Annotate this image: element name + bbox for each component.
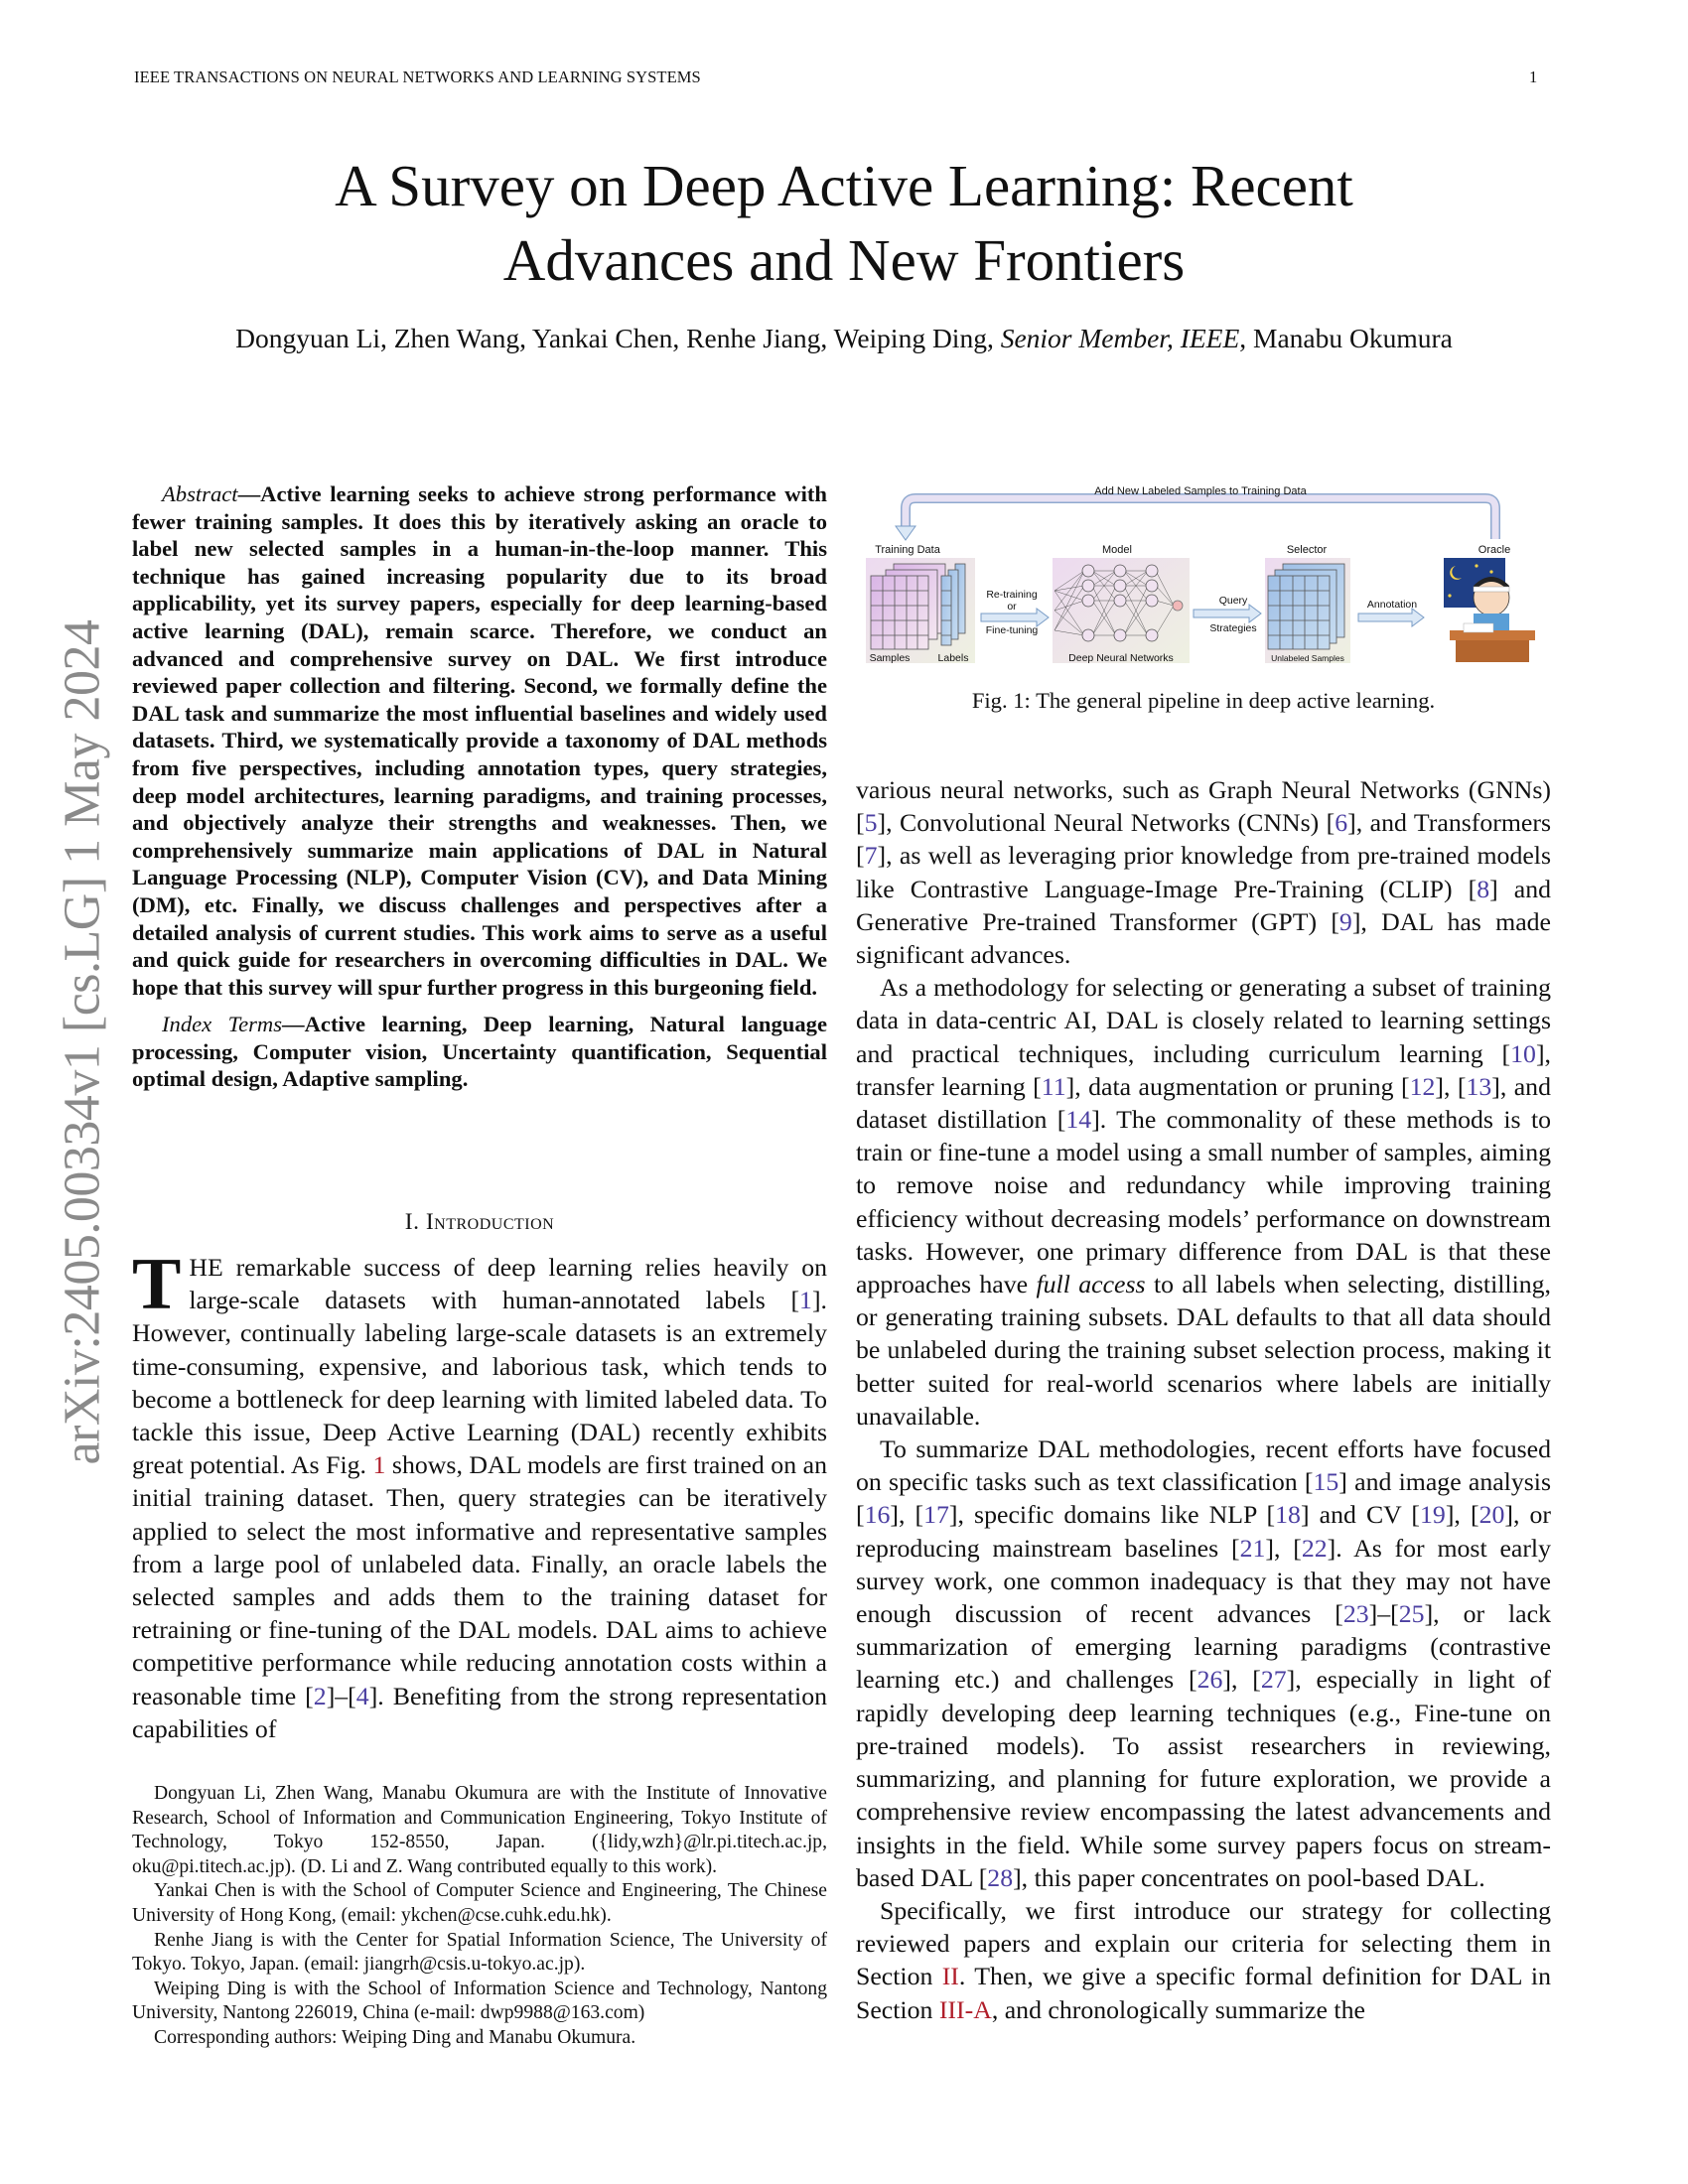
text-run: ]. However, continually labeling large-scale datasets is an extremely time-consuming, expensive, and laborious task, which tends to become a bottleneck for deep learning with limited labeled data. To tackle this issue, Deep Active Learning (DAL) recently exhibits great potential. As Fig.: [132, 1286, 827, 1480]
citation-link[interactable]: 11: [1041, 1071, 1066, 1101]
figure-1-pipeline: [856, 486, 1551, 675]
text-run: ], DAL has made significant advances.: [856, 906, 1551, 970]
page-number: 1: [1529, 68, 1538, 86]
citation-link[interactable]: 23: [1342, 1599, 1369, 1629]
citation-link[interactable]: 22: [1301, 1533, 1328, 1563]
feedback-label: Add New Labeled Samples to Training Data: [1094, 486, 1307, 497]
finetuning-label: Fine-tuning: [985, 624, 1039, 636]
or-label: or: [1007, 601, 1017, 613]
text-run: ], transfer learning [: [856, 1038, 1551, 1101]
citation-link[interactable]: 20: [1478, 1500, 1505, 1530]
paper-title: [0, 149, 1688, 298]
citation-link[interactable]: 10: [1510, 1038, 1536, 1068]
author-membership: Senior Member, IEEE: [1000, 323, 1240, 353]
text-run: ], this paper concentrates on pool-based DAL.: [1013, 1862, 1485, 1892]
selector-label: Selector: [1286, 544, 1328, 556]
retraining-label: Re-training: [986, 589, 1038, 601]
author-list: [0, 323, 1688, 354]
footnote: Weiping Ding is with the School of Information Science and Technology, Nantong University, Nantong 226019, China (e-mail: dwp9988@163.com): [132, 1978, 827, 2024]
text-run: ] and CV [: [1300, 1500, 1421, 1530]
feedback-arrow: [906, 498, 1495, 539]
emphasis: full access: [1036, 1270, 1146, 1299]
index-terms-dash: —: [282, 1012, 305, 1037]
query-arrow: [1194, 605, 1261, 622]
citation-link[interactable]: 16: [864, 1500, 891, 1530]
title-line-1: A Survey on Deep Active Learning: Recent: [335, 153, 1353, 218]
citation-link[interactable]: 9: [1338, 906, 1352, 936]
citation-link[interactable]: 1: [799, 1286, 812, 1315]
text-run: ] and image analysis [: [856, 1467, 1551, 1530]
authors-last: , Manabu Okumura: [1239, 323, 1453, 353]
text-run: As a methodology for selecting or generating a subset of training data in data-centric AI, DAL is closely related to learning settings and practical techniques, including curriculum learning [: [856, 973, 1551, 1068]
samples-label: Samples: [869, 652, 911, 664]
text-run: HE remarkable success of deep learning relies heavily on large-scale datasets with human-annotated labels [: [189, 1253, 827, 1315]
authors-names: Dongyuan Li, Zhen Wang, Yankai Chen, Renhe Jiang, Weiping Ding,: [235, 323, 1001, 353]
citation-link[interactable]: 27: [1260, 1665, 1287, 1695]
section-title: Introduction: [425, 1209, 555, 1235]
section-number: I.: [404, 1209, 426, 1235]
text-run: ], or reproducing mainstream baselines [: [856, 1500, 1551, 1563]
section-ref-link[interactable]: II: [941, 1962, 959, 1991]
citation-link[interactable]: 26: [1196, 1665, 1223, 1695]
citation-link[interactable]: 28: [987, 1862, 1014, 1892]
citation-link[interactable]: 4: [355, 1681, 369, 1710]
text-run: ], [: [1435, 1071, 1467, 1101]
labels-label: Labels: [937, 652, 969, 664]
text-run: ], Convolutional Neural Networks (CNNs) [: [877, 808, 1336, 838]
running-header: IEEE TRANSACTIONS ON NEURAL NETWORKS AND LEARNING SYSTEMS: [134, 68, 701, 86]
text-run: various neural networks, such as Graph Neural Networks (GNNs) [: [856, 775, 1551, 838]
pipeline-diagram: [856, 486, 1551, 675]
citation-link[interactable]: 8: [1477, 874, 1490, 903]
citation-link[interactable]: 2: [313, 1681, 327, 1710]
arxiv-stamp[interactable]: [52, 551, 113, 1534]
section-ref-link[interactable]: III-A: [938, 1994, 992, 2024]
citation-link[interactable]: 17: [923, 1500, 949, 1530]
abstract-dash: —: [237, 481, 261, 506]
text-run: ], especially in light of rapidly developing deep learning techniques (e.g., Fine-tune on pre-trained models). To assist researchers in reviewing, summarizing, and planning for future exploration, we provide a comprehensive review encompassing the latest advancements and insights in the field. While some survey papers focus on stream-based DAL [: [856, 1665, 1551, 1892]
footnote: Dongyuan Li, Zhen Wang, Manabu Okumura are with the Institute of Innovative Research, School of Information and Communication Engineering, Tokyo Institute of Technology, Tokyo 152-8550, Japan. ({lidy,wzh}@lr.pi.titech.ac.jp, oku@pi.titech.ac.jp). (D. Li and Z. Wang contributed equally to this work).: [132, 1783, 827, 1877]
abstract: [132, 480, 827, 1093]
text-run: shows, DAL models are first trained on an initial training dataset. Then, query strategies can be iteratively applied to select the most informative and representative samples from a large pool of unlabeled data. Finally, an oracle labels the selected samples and adds them to the training dataset for retraining or fine-tuning of the DAL models. DAL aims to achieve competitive performance while reducing annotation costs within a reasonable time [: [132, 1450, 827, 1710]
text-run: To summarize DAL methodologies, recent efforts have focused on specific tasks such as text classification [: [856, 1434, 1551, 1497]
abstract-label: Abstract: [162, 481, 238, 506]
drop-cap: T: [132, 1244, 182, 1325]
figure-1-caption: Fig. 1: The general pipeline in deep active learning.: [971, 688, 1436, 713]
text-run: ], [: [890, 1500, 924, 1530]
citation-link[interactable]: 6: [1335, 808, 1348, 838]
index-terms-label: Index Terms: [162, 1012, 283, 1037]
text-run: ], or lack summarization of emerging learning paradigms (contrastive learning etc.) and challenges [: [856, 1599, 1551, 1695]
text-run: ], and Transformers [: [856, 808, 1551, 871]
citation-link[interactable]: 12: [1409, 1071, 1436, 1101]
index-terms-text: Active learning, Deep learning, Natural language processing, Computer vision, Uncertainty quantification, Sequential optimal design, Adaptive sampling.: [132, 1012, 827, 1092]
citation-link[interactable]: 25: [1398, 1599, 1425, 1629]
text-run: Specifically, we first introduce our strategy for collecting reviewed papers and explain our criteria for selecting them in Section: [856, 1895, 1551, 1991]
footnote: Corresponding authors: Weiping Ding and Manabu Okumura.: [154, 2026, 636, 2048]
strategies-label: Strategies: [1209, 622, 1257, 634]
text-run: ] and Generative Pre-trained Transformer (GPT) [: [856, 874, 1551, 936]
text-run: ]–[: [326, 1681, 356, 1710]
query-label: Query: [1218, 595, 1248, 607]
text-run: ]. The commonality of these methods is to train or fine-tune a model using a small number of samples, aiming to remove noise and redundancy while improving training efficiency without decreasing models’ performance on downstream tasks. However, one primary difference from DAL is that these approaches have: [856, 1105, 1552, 1299]
dnn-label: Deep Neural Networks: [1068, 652, 1174, 664]
text-run: , and chronologically summarize the: [991, 1994, 1365, 2024]
figure-ref-link[interactable]: 1: [372, 1450, 386, 1480]
model-label: Model: [1102, 544, 1132, 556]
section-heading-introduction: [132, 1209, 827, 1236]
title-line-2: Advances and New Frontiers: [502, 227, 1186, 293]
text-run: ]. Benefiting from the strong representation capabilities of: [132, 1681, 827, 1743]
text-run: ], [: [1445, 1500, 1479, 1530]
author-footnotes: [132, 1782, 827, 2051]
citation-link[interactable]: 18: [1275, 1500, 1301, 1530]
body-paragraph: [856, 971, 1551, 1433]
right-column-body: [856, 773, 1551, 2026]
citation-link[interactable]: 21: [1239, 1533, 1266, 1563]
body-paragraph: [856, 773, 1551, 971]
abstract-text: Active learning seeks to achieve strong performance with fewer training samples. It does this by iteratively asking an oracle to label new selected samples in a human-in-the-loop manner. This technique has gained increasing popularity due to its broad applicability, yet its survey papers, especially for deep learning-based active learning (DAL), remain scarce. Therefore, we conduct an advanced and comprehensive survey on DAL. We first introduce reviewed paper collection and filtering. Second, we formally define the DAL task and summarize the most influential baselines and widely used datasets. Third, we systematically provide a taxonomy of DAL methods from five perspectives, including annotation types, query strategies, deep model architectures, learning paradigms, and training processes, and objectively analyze their strengths and weaknesses. Then, we comprehensively summarize main applications of DAL in Natural Language Processing (NLP), Computer Vision (CV), and Data Mining (DM), etc. Finally, we discuss challenges and perspectives after a detailed analysis of current studies. This work aims to serve as a useful and quick guide for researchers in overcoming difficulties in DAL. We hope that this survey will spur further progress in this burgeoning field.: [132, 481, 827, 1000]
text-run: to all labels when selecting, distilling, or generating training subsets. DAL defaults to that all data should be unlabeled during the training subset selection process, making it better suited for real-world scenarios where labels are initially unavailable.: [856, 1270, 1552, 1431]
index-terms: [132, 1011, 827, 1093]
text-run: . Then, we give a specific formal definition for DAL in Section: [856, 1962, 1551, 2024]
footnote: Renhe Jiang is with the Center for Spatial Information Science, The University of Tokyo. Tokyo, Japan. (email: jiangrh@csis.u-tokyo.ac.jp).: [132, 1929, 827, 1976]
citation-link[interactable]: 14: [1065, 1105, 1092, 1135]
text-run: ]–[: [1368, 1599, 1399, 1629]
oracle-label: Oracle: [1477, 544, 1511, 556]
unlabeled-samples-label: Unlabeled Samples: [1271, 653, 1344, 663]
text-run: ], [: [1222, 1665, 1261, 1695]
abstract-paragraph: [132, 480, 827, 1001]
citation-link[interactable]: 19: [1420, 1500, 1446, 1530]
text-run: ]. As for most early survey work, one common inadequacy is that they may not have enough discussion of recent advances [: [856, 1533, 1551, 1629]
annotation-label: Annotation: [1366, 599, 1418, 611]
body-paragraph: [856, 1433, 1551, 1894]
training-data-label: Training Data: [875, 544, 940, 556]
text-run: ], as well as leveraging prior knowledge from pre-trained models like Contrastive Language-Image Pre-Training (CLIP) [: [856, 841, 1551, 903]
oracle-illustration: [1444, 558, 1535, 662]
text-run: ], and dataset distillation [: [856, 1071, 1551, 1135]
footnote: Yankai Chen is with the School of Computer Science and Engineering, The Chinese University of Hong Kong, (email: ykchen@cse.cuhk.edu.hk).: [132, 1880, 827, 1926]
introduction-body: [132, 1244, 827, 1745]
text-run: ], [: [1265, 1533, 1302, 1563]
text-run: ], specific domains like NLP [: [948, 1500, 1276, 1530]
arxiv-stamp-text: arXiv:2405.00334v1 [cs.LG] 1 May 2024: [54, 619, 111, 1465]
citation-link[interactable]: 5: [864, 808, 878, 838]
body-paragraph: [856, 1894, 1551, 2026]
intro-paragraph: [132, 1244, 827, 1745]
citation-link[interactable]: 15: [1313, 1467, 1339, 1497]
text-run: ], data augmentation or pruning [: [1065, 1071, 1410, 1101]
citation-link[interactable]: 7: [864, 841, 878, 871]
citation-link[interactable]: 13: [1466, 1071, 1492, 1101]
annotation-arrow: [1358, 609, 1424, 626]
